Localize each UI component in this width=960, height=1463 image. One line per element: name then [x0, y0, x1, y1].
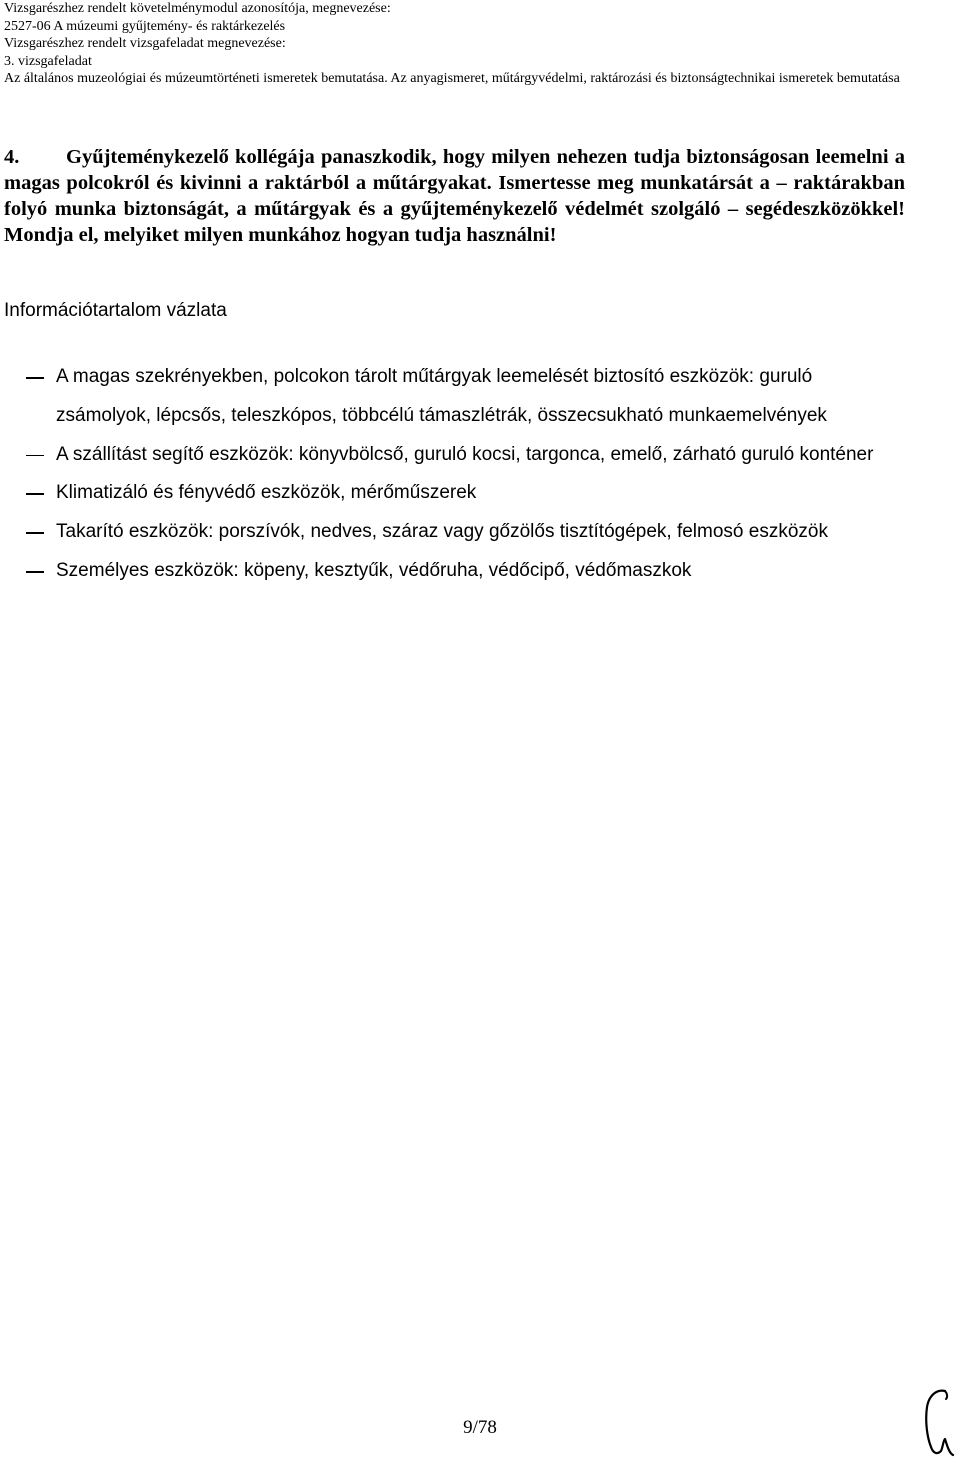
list-item-text: A szállítást segítő eszközök: könyvbölcső, guruló kocsi, targonca, emelő, zárható guruló konténer [56, 443, 874, 465]
dash-bullet-icon [26, 493, 44, 495]
list-item [0, 358, 886, 436]
header-module-label: Vizsgarészhez rendelt követelménymodul azonosítója, megnevezése: [4, 1, 391, 16]
signature-mark [915, 1385, 957, 1460]
list-item [0, 436, 886, 475]
list-item-text: Takarító eszközök: porszívók, nedves, száraz vagy gőzölős tisztítógépek, felmosó eszközök [56, 521, 828, 543]
info-list [0, 358, 960, 591]
document-header [4, 0, 954, 88]
list-item [0, 474, 886, 513]
header-module-name: 2527-06 A múzeumi gyűjtemény- és raktárkezelés [4, 18, 286, 34]
info-section-title: Információtartalom vázlata [4, 300, 227, 321]
dash-bullet-icon [26, 377, 44, 379]
list-item-text: Személyes eszközök: köpeny, kesztyűk, védőruha, védőcipő, védőmaszkok [56, 559, 692, 581]
header-task-label: Vizsgarészhez rendelt vizsgafeladat megnevezése: [4, 36, 286, 51]
list-item-text: Klimatizáló és fényvédő eszközök, mérőműszerek [56, 482, 477, 504]
list-item [0, 513, 886, 552]
dash-bullet-icon [26, 532, 44, 534]
question-number: 4. [4, 146, 20, 168]
dash-bullet-icon [26, 571, 44, 573]
question-text: Gyűjteménykezelő kollégája panaszkodik, hogy milyen nehezen tudja biztonságosan leemelni a magas polcokról és kivinni a raktárból a műtárgyakat. Ismertesse meg munkatársát a – raktárakban folyó munka biztonságát, a műtárgyak és a gyűjteménykezelő védelmét szolgáló – segédeszközökkel! Mondja el, melyiket milyen munkához hogyan tudja használni! [4, 146, 905, 246]
list-item-text: A magas szekrényekben, polcokon tárolt műtárgyak leemelését biztosító eszközök: guruló zsámolyok, lépcsős, teleszkópos, többcélú támaszlétrák, összecsukható munkaemelvények [56, 366, 827, 426]
dash-bullet-icon [26, 455, 44, 457]
list-item [0, 552, 886, 591]
page-number: 9/78 [463, 1417, 497, 1438]
header-task-number: 3. vizsgafeladat [4, 53, 92, 69]
question-block [4, 144, 905, 248]
header-task-description: Az általános muzeológiai és múzeumtörténeti ismeretek bemutatása. Az anyagismeret, műtárgyvédelmi, raktározási és biztonságtechnikai ismeretek bemutatása [4, 71, 900, 86]
